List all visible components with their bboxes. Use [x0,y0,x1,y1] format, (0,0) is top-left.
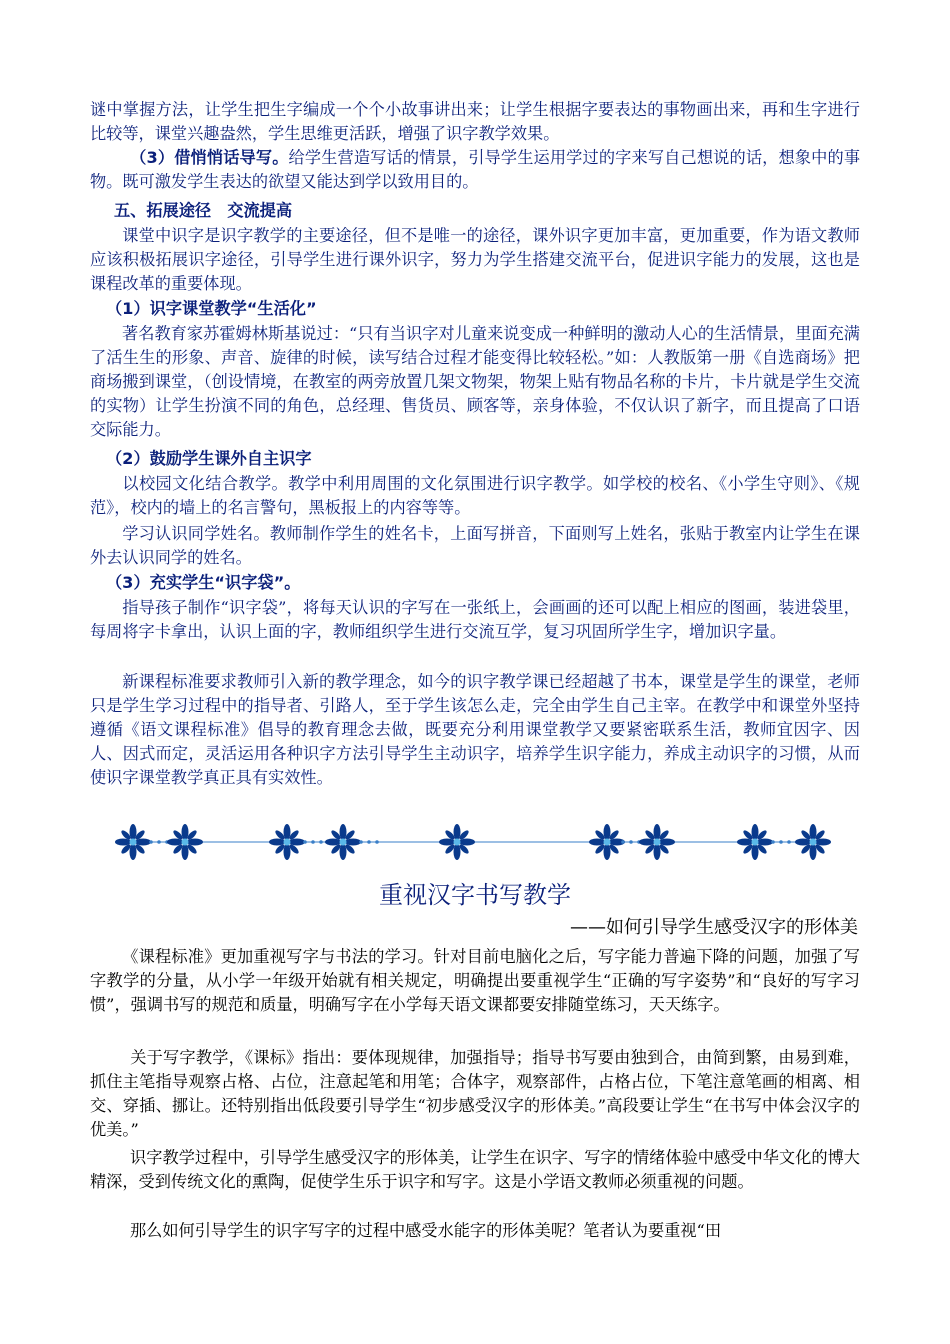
heading-whisper-writing: （3）借悄悄话导写。 [130,148,289,167]
flower-ornament-icon [639,824,675,860]
article-title: 重视汉字书写教学 [379,881,571,909]
subheading-5-1: （1）识字课堂教学“生活化” [106,299,317,318]
paragraph-1: 谜中掌握方法，让学生把生字编成一个个小故事讲出来；让学生根据字要表达的事物画出来，再和生字进行比较等，课堂兴趣盎然，学生思维更活跃，增强了识字教学效果。 [90,100,860,143]
paragraph-10: 关于写字教学，《课标》指出：要体现规律，加强指导；指导书写要由独到合，由简到繁，由易到难，抓住主笔指导观察占格、占位，注意起笔和用笔；合体字，观察部件，占格占位，下笔注意笔画的相离、相交、穿插、挪让。还特别指出低段要引导学生“初步感受汉字的形体美。”高段要让学生“在书写中体会汉字的优美。” [90,1048,860,1139]
flower-ornament-icon [589,824,625,860]
paragraph-3: 课堂中识字是识字教学的主要途径，但不是唯一的途径，课外识字更加丰富，更加重要，作为语文教师应该积极拓展识字途径，引导学生进行课外识字，努力为学生搭建交流平台，促进识字能力的发展，这也是课程改革的重要体现。 [90,226,860,293]
paragraph-12: 那么如何引导学生的识字写字的过程中感受水能字的形体美呢？笔者认为要重视“田 [130,1221,722,1240]
article-subtitle: ——如何引导学生感受汉字的形体美 [570,917,858,938]
paragraph-6: 学习认识同学姓名。教师制作学生的姓名卡，上面写拼音，下面则写上姓名，张贴于教室内让学生在课外去认识同学的姓名。 [90,524,860,567]
subheading-5-3: （3）充实学生“识字袋”。 [106,573,301,592]
decorative-divider [115,812,835,872]
flower-ornament-icon [325,824,361,860]
paragraph-5: 以校园文化结合教学。教学中利用周围的文化氛围进行识字教学。如学校的校名、《小学生守则》、《规范》，校内的墙上的名言警句，黑板报上的内容等等。 [90,474,860,517]
section-heading-5: 五、拓展途径 交流提高 [114,201,293,220]
paragraph-8: 新课程标准要求教师引入新的教学理念，如今的识字教学课已经超越了书本，课堂是学生的课堂，老师只是学生学习过程中的指导者、引路人，至于学生该怎么走，完全由学生自己主宰。在教学中和课堂外坚持遵循《语文课程标准》倡导的教育理念去做，既要充分利用课堂教学又要紧密联系生活，教师宜因字、因人、因式而定，灵活运用各种识字方法引导学生主动识字，培养学生识字能力，养成主动识字的习惯，从而使识字课堂教学真正具有实效性。 [90,672,860,787]
flower-ornament-icon [269,824,305,860]
flower-ornament-icon [439,824,475,860]
paragraph-4: 著名教育家苏霍姆林斯基说过：“只有当识字对儿童来说变成一种鲜明的激动人心的生活情景，里面充满了活生生的形象、声音、旋律的时候，读写结合过程才能变得比较轻松。”如：人教版第一册《自选商场》把商场搬到课堂，（创设情境，在教室的两旁放置几架文物架，物架上贴有物品名称的卡片，卡片就是学生交流的实物）让学生扮演不同的角色，总经理、售货员、顾客等，亲身体验，不仅认识了新字，而且提高了口语交际能力。 [90,324,860,439]
paragraph-2: （3）借悄悄话导写。给学生营造写话的情景，引导学生运用学过的字来写自己想说的话，想象中的事物。既可激发学生表达的欲望又能达到学以致用目的。 [90,148,861,191]
paragraph-9: 《课程标准》更加重视写字与书法的学习。针对目前电脑化之后，写字能力普遍下降的问题，加强了写字教学的分量，从小学一年级开始就有相关规定，明确提出要重视学生“正确的写字姿势”和“良好的写字习惯”，强调书写的规范和质量，明确写字在小学每天语文课都要安排随堂练习，天天练字。 [90,947,860,1014]
flower-ornament-icon [115,824,151,860]
flower-ornament-icon [737,824,773,860]
flower-ornament-icon [167,824,203,860]
paragraph-7: 指导孩子制作“识字袋”，将每天认识的字写在一张纸上，会画画的还可以配上相应的图画，装进袋里，每周将字卡拿出，认识上面的字，教师组织学生进行交流互学，复习巩固所学生字，增加识字量。 [90,598,860,641]
flower-ornament-icon [795,824,831,860]
paragraph-11: 识字教学过程中，引导学生感受汉字的形体美，让学生在识字、写字的情绪体验中感受中华文化的博大精深，受到传统文化的熏陶，促使学生乐于识字和写字。这是小学语文教师必须重视的问题。 [90,1148,860,1191]
subheading-5-2: （2）鼓励学生课外自主识字 [106,449,312,468]
